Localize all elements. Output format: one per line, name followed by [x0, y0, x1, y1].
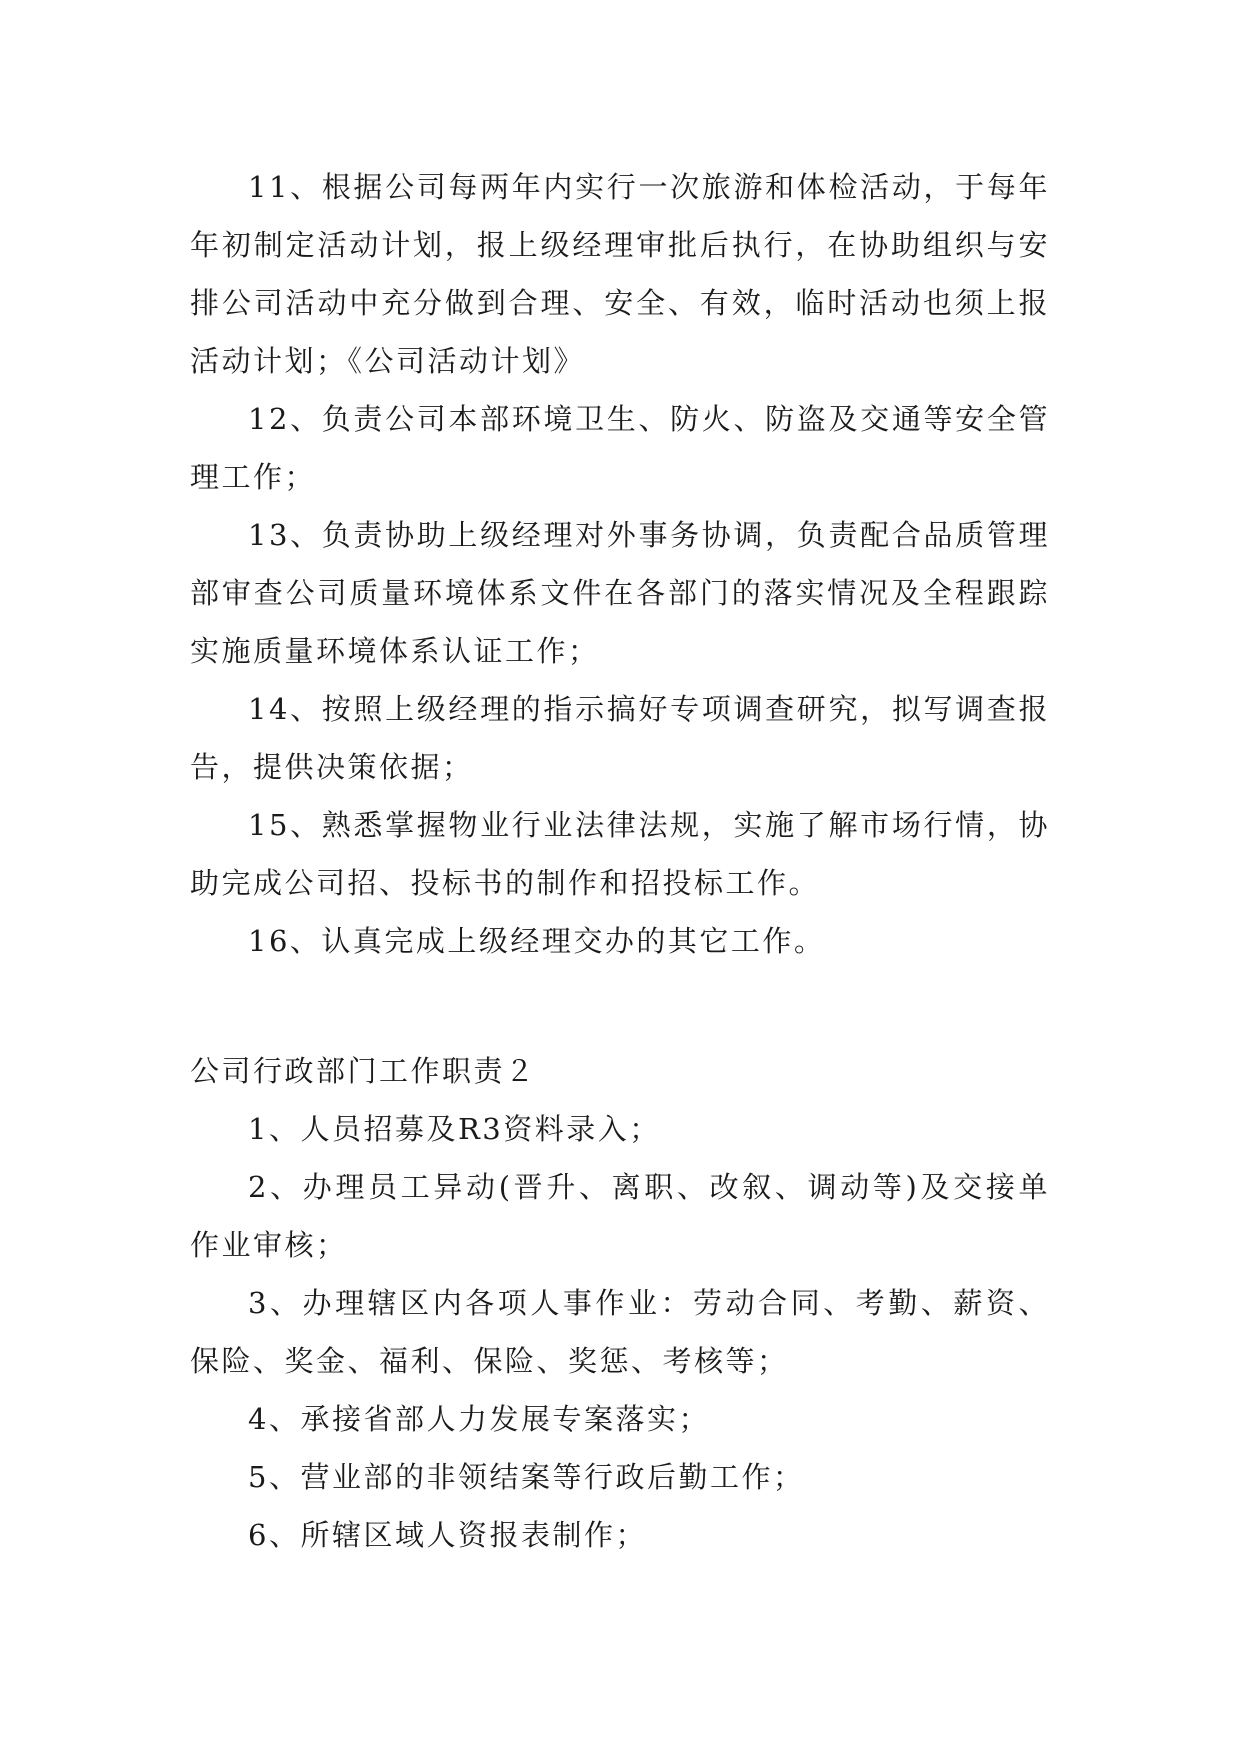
paragraph-item-3: 3、办理辖区内各项人事作业：劳动合同、考勤、薪资、保险、奖金、福利、保险、奖惩、考核等； [190, 1286, 1050, 1378]
paragraph-duty-11: 11、根据公司每两年内实行一次旅游和体检活动，于每年年初制定活动计划，报上级经理审批后执行，在协助组织与安排公司活动中充分做到合理、安全、有效，临时活动也须上报活动计划；《公司活动计划》 [190, 170, 1050, 378]
paragraph-item-2: 2、办理员工异动(晋升、离职、改叙、调动等)及交接单作业审核； [190, 1170, 1050, 1262]
paragraph-item-4: 4、承接省部人力发展专案落实； [248, 1402, 710, 1436]
paragraph-item-5: 5、营业部的非领结案等行政后勤工作； [248, 1460, 805, 1494]
section-duties-continued [190, 158, 1050, 970]
paragraph-duty-14: 14、按照上级经理的指示搞好专项调查研究，拟写调查报告，提供决策依据； [190, 692, 1050, 784]
paragraph-item-1: 1、人员招募及R3资料录入； [248, 1112, 661, 1146]
paragraph-item-6: 6、所辖区域人资报表制作； [248, 1518, 647, 1552]
paragraph-duty-13: 13、负责协助上级经理对外事务协调，负责配合品质管理部审查公司质量环境体系文件在各部门的落实情况及全程跟踪实施质量环境体系认证工作； [190, 518, 1050, 668]
section-admin-duties-2 [190, 1042, 1050, 1564]
paragraph-duty-16: 16、认真完成上级经理交办的其它工作。 [248, 924, 826, 958]
paragraph-duty-15: 15、熟悉掌握物业行业法律法规，实施了解市场行情，协助完成公司招、投标书的制作和招投标工作。 [190, 808, 1050, 900]
paragraph-duty-12: 12、负责公司本部环境卫生、防火、防盗及交通等安全管理工作； [190, 402, 1050, 494]
section-heading: 公司行政部门工作职责２ [190, 1054, 537, 1088]
